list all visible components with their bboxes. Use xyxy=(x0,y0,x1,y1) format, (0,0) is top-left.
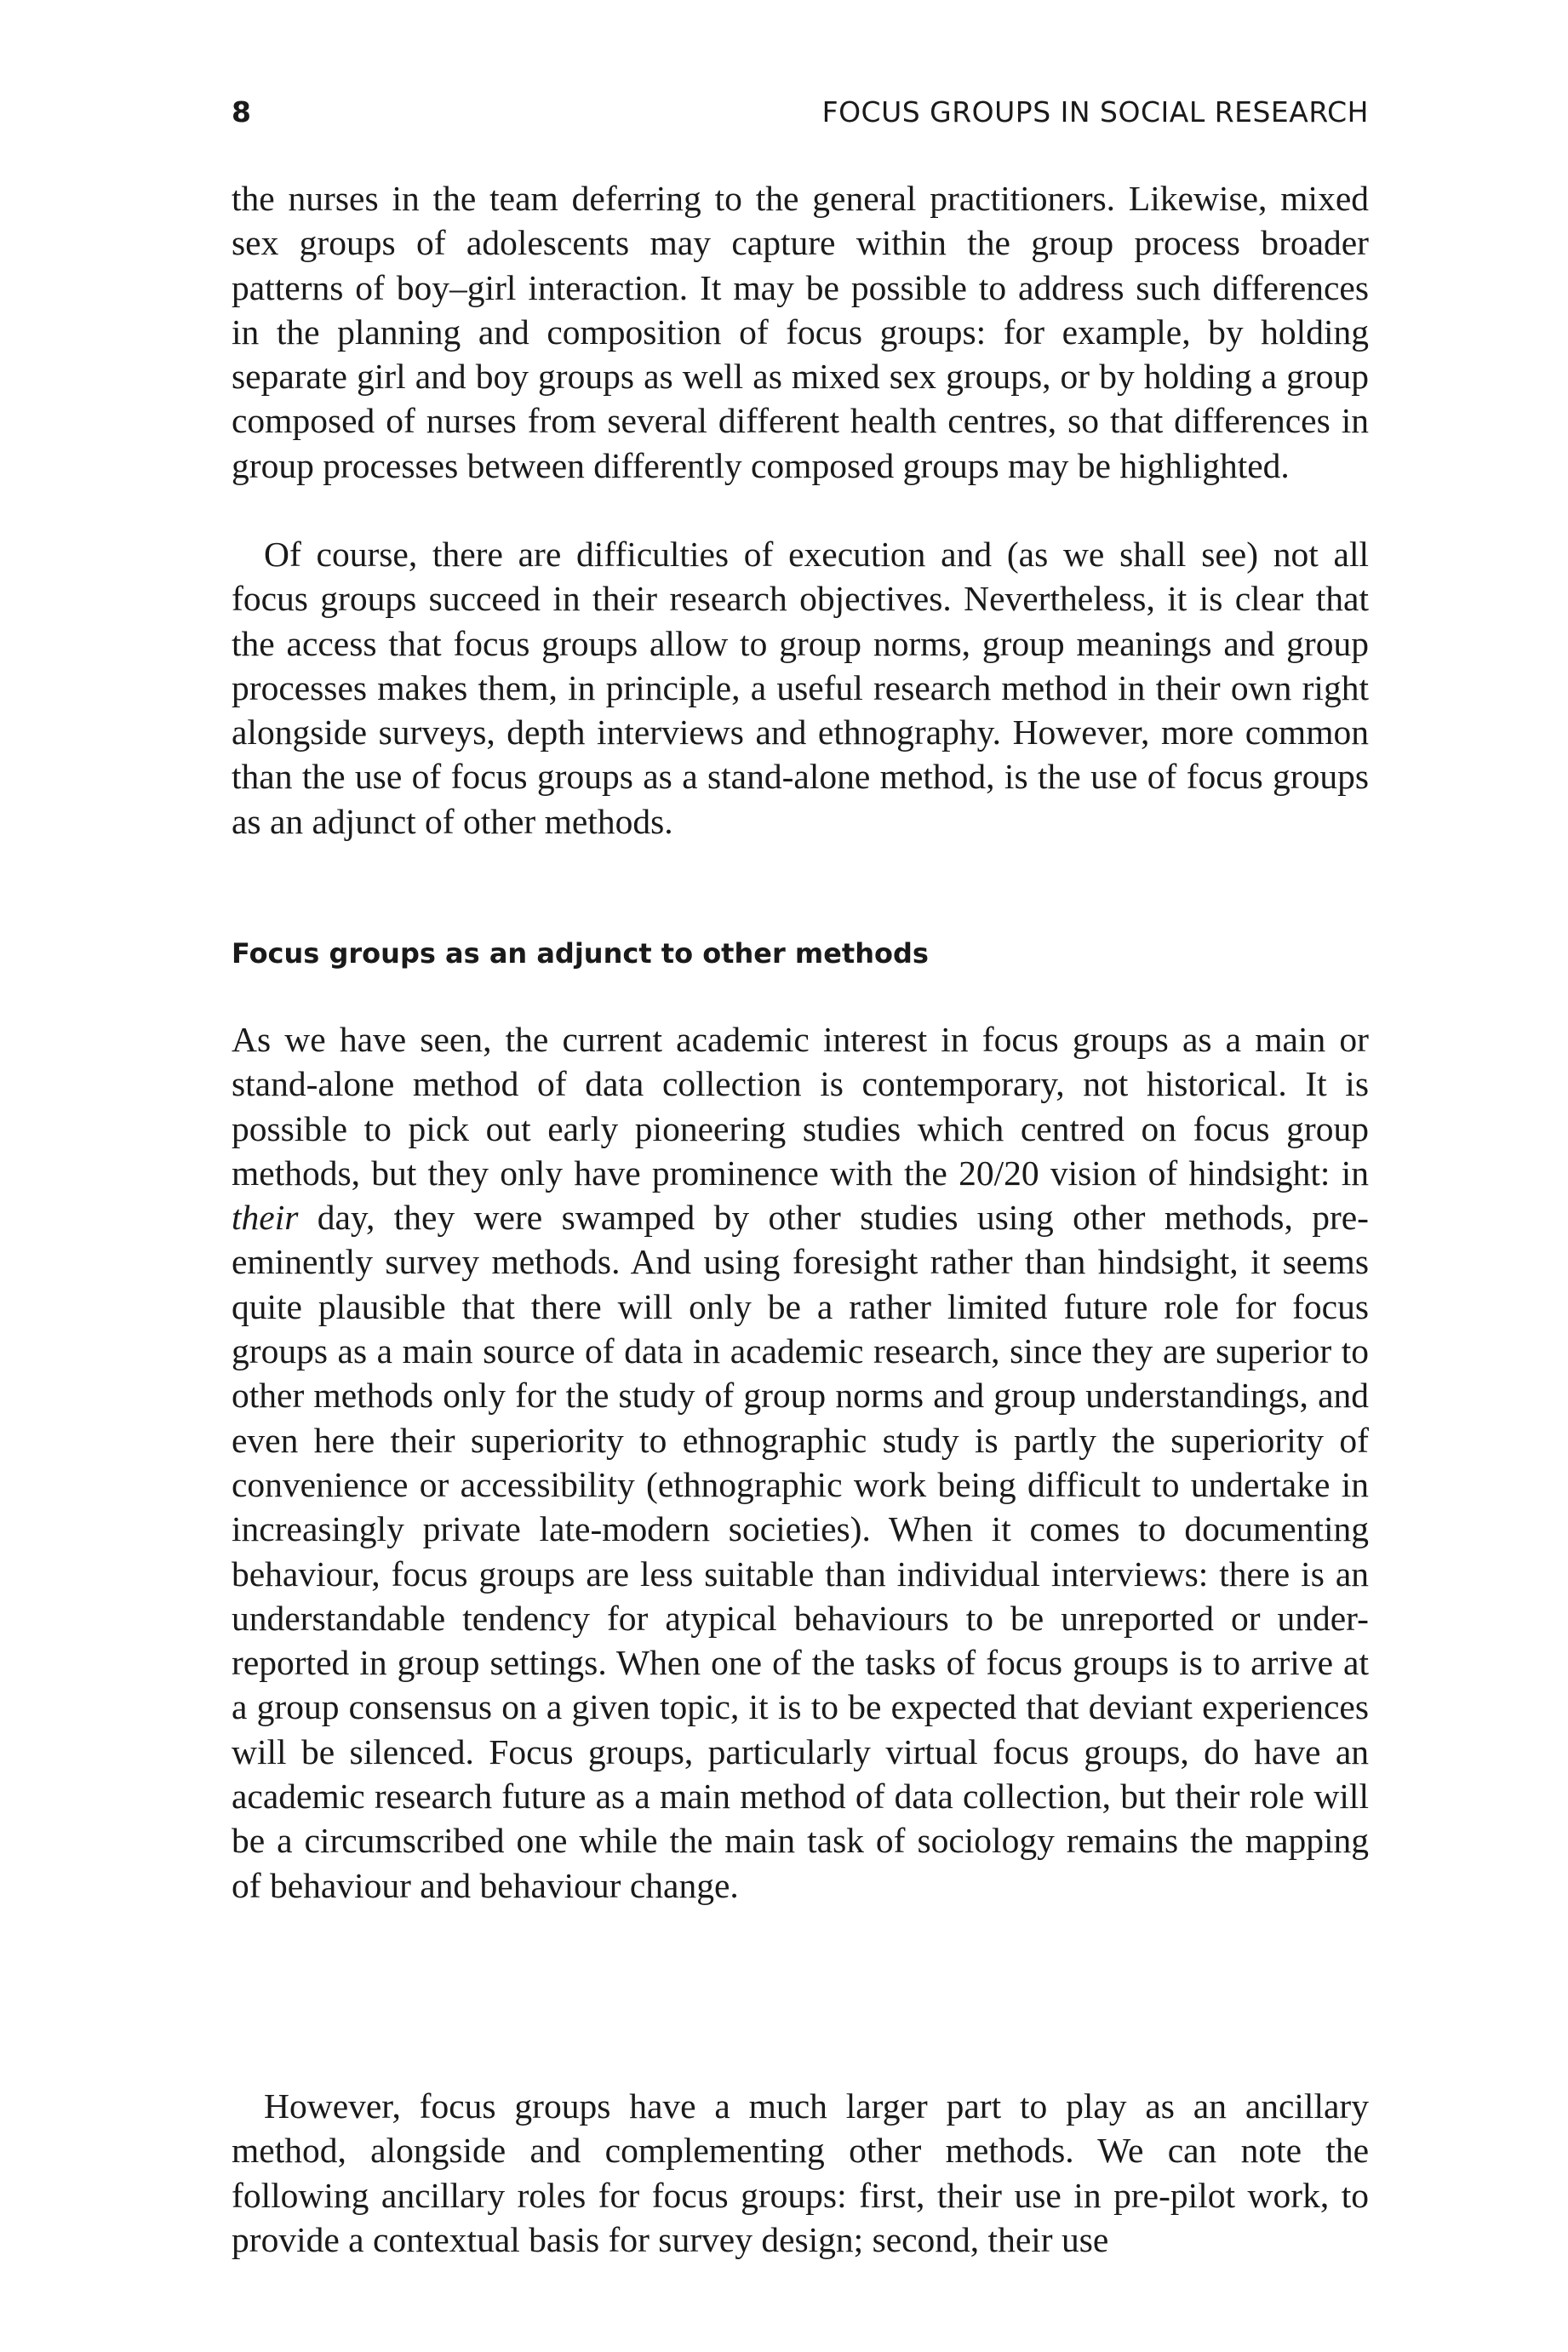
running-head xyxy=(232,95,1369,138)
running-title: FOCUS GROUPS IN SOCIAL RESEARCH xyxy=(821,95,1369,129)
paragraph-3-text-a: As we have seen, the current academic interest in focus groups as a main or stand-alone method of data collection is contemporary, not historical. It is possible to pick out early pioneering studies which centred on focus group methods, but they only have prominence with the 20/20 vision of hindsight: in xyxy=(232,1020,1369,1193)
paragraph-3 xyxy=(232,1017,1369,1908)
paragraph-2: Of course, there are difficulties of execution and (as we shall see) not all focus groups succeed in their research objectives. Nevertheless, it is clear that the access that focus groups allow to group norms, group meanings and group processes makes them, in principle, a useful research method in their own right alongside surveys, depth interviews and ethnography. However, more common than the use of focus groups as a stand-alone method, is the use of focus groups as an adjunct of other methods. xyxy=(232,535,1369,841)
paragraph-1: the nurses in the team deferring to the general practitioners. Likewise, mixed sex groups of adolescents may capture within the group process broader patterns of boy–girl interaction. It may be possible to address such differences in the planning and composition of focus groups: for example, by holding separate girl and boy groups as well as mixed sex groups, or by holding a group composed of nurses from several different health centres, so that differences in group processes between differently composed groups may be highlighted. xyxy=(232,179,1369,485)
page-number: 8 xyxy=(232,95,252,129)
paragraph-3-emphasis: their xyxy=(232,1198,299,1238)
section-heading: Focus groups as an adjunct to other methods xyxy=(232,937,929,970)
paragraph-4: However, focus groups have a much larger part to play as an ancillary method, alongside and complementing other methods. We can note the following ancillary roles for focus groups: first, their use in pre-pilot work, to provide a contextual basis for survey design; second, their use xyxy=(232,2086,1369,2259)
paragraph-3-text-b: day, they were swamped by other studies using other methods, pre-eminently survey methods. And using foresight rather than hindsight, it seems quite plausible that there will only be a rather limited future role for focus groups as a main source of data in academic research, since they are superior to other methods only for the study of group norms and group understandings, and even here their superiority to ethnographic study is partly the superiority of convenience or accessibility (ethnographic work being difficult to undertake in increasingly private late-modern societies). When it comes to documenting behaviour, focus groups are less suitable than individual interviews: there is an understandable tendency for atypical behaviours to be unreported or under-reported in group settings. When one of the tasks of focus groups is to arrive at a group consensus on a given topic, it is to be expected that deviant experiences will be silenced. Focus groups, particularly virtual focus groups, do have an academic research future as a main method of data collection, but their role will be a circumscribed one while the main task of sociology remains the mapping of behaviour and behaviour change. xyxy=(232,1198,1369,1905)
